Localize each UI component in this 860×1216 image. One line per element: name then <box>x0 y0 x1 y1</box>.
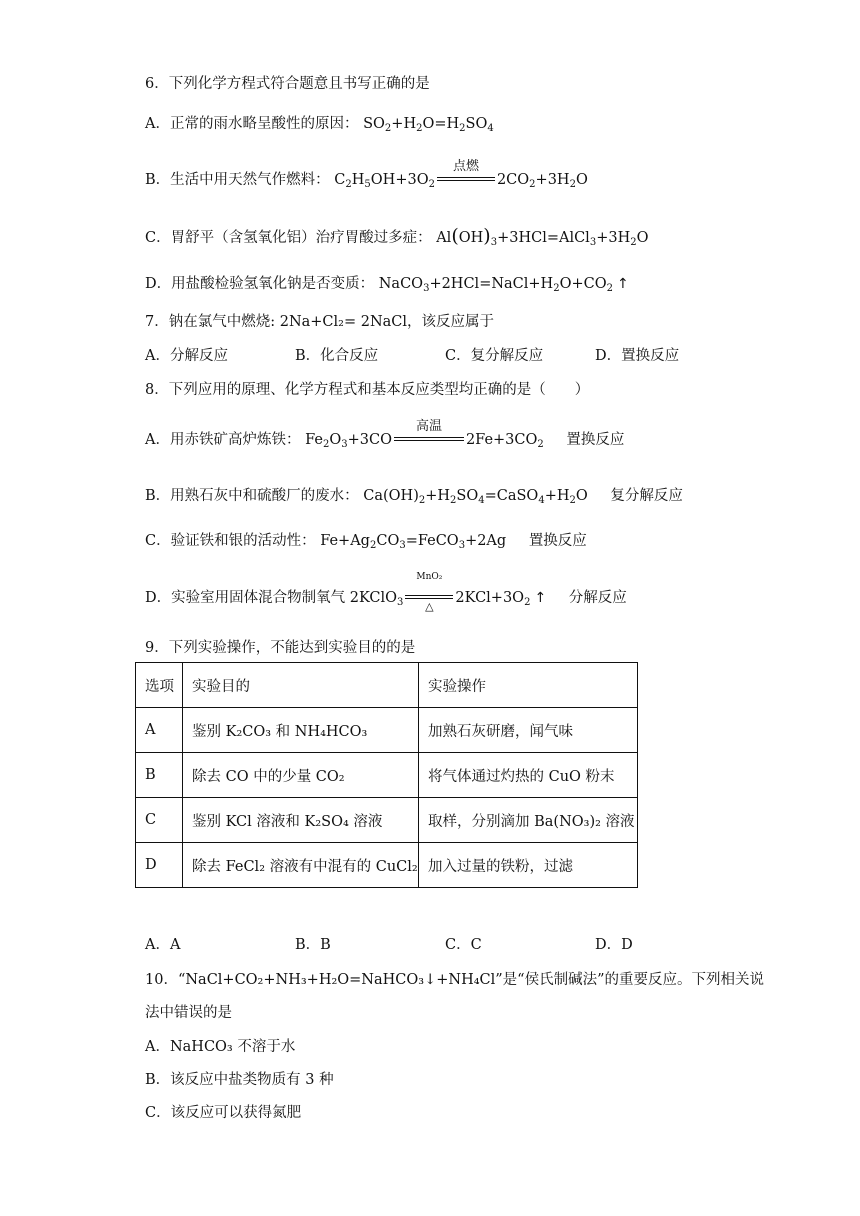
q7-stem: 7．钠在氯气中燃烧: 2Na+Cl₂= 2NaCl，该反应属于 <box>145 314 495 330</box>
q9-option-d: D．D <box>595 937 633 953</box>
q8-option-b-type: 复分解反应 <box>610 488 683 504</box>
table-cell: 加熟石灰研磨，闻气味 <box>419 708 638 753</box>
q6-option-c-text: C．胃舒平（含氢氧化铝）治疗胃酸过多症： <box>145 230 432 246</box>
table-cell: 加入过量的铁粉，过滤 <box>419 843 638 888</box>
q7-option-a: A．分解反应 <box>145 348 228 364</box>
q6-option-c <box>145 225 649 248</box>
q8-option-b-text: B．用熟石灰中和硫酸厂的废水： <box>145 488 359 504</box>
table-header-cell: 实验目的 <box>183 663 419 708</box>
q6-option-b <box>145 159 588 190</box>
q10-stem-line2: 法中错误的是 <box>145 1005 232 1021</box>
q8-option-b-equation: $Ca(OH)_2+H_2SO_4=CaSO_4+H_2O$ <box>363 488 588 506</box>
q8-option-d-equation: 2KClO$_3$ MnO₂ △ $2KCl+3O_2$ ↑ <box>349 572 547 613</box>
q8-option-c-text: C．验证铁和银的活动性： <box>145 533 316 549</box>
q8-stem: 8．下列应用的原理、化学方程式和基本反应类型均正确的是（ ） <box>145 382 590 398</box>
q9-option-c: C．C <box>445 937 482 953</box>
table-cell: B <box>136 753 183 798</box>
q6-option-b-text: B．生活中用天然气作燃料： <box>145 172 330 188</box>
table-cell: 取样，分别滴加 Ba(NO₃)₂ 溶液 <box>419 798 638 843</box>
q7-option-d: D．置换反应 <box>595 348 680 364</box>
q6-option-d <box>145 272 629 294</box>
q8-option-b <box>145 484 683 506</box>
q10-stem-line1: 10．“NaCl+CO₂+NH₃+H₂O=NaHCO₃↓+NH₄Cl”是“侯氏制碱法”的重要反应。下列相关说 <box>145 972 764 988</box>
table-cell: 除去 FeCl₂ 溶液有中混有的 CuCl₂ <box>183 843 419 888</box>
q7-option-b: B．化合反应 <box>295 348 379 364</box>
q8-option-a-equation: $Fe_2O_3+3CO$ 高温 $2Fe+3CO_2$ <box>305 432 544 448</box>
table-cell: 除去 CO 中的少量 CO₂ <box>183 753 419 798</box>
q8-option-a-type: 置换反应 <box>566 432 625 448</box>
q6-stem: 6．下列化学方程式符合题意且书写正确的是 <box>145 76 430 92</box>
table-header-row <box>136 663 638 708</box>
q10-option-c: C．该反应可以获得氮肥 <box>145 1105 302 1121</box>
q6-b-condition: 点燃 <box>452 159 479 174</box>
q9-stem: 9．下列实验操作，不能达到实验目的的是 <box>145 640 416 656</box>
q8-option-c <box>145 529 587 551</box>
q10-option-a: A．NaHCO₃ 不溶于水 <box>145 1039 296 1055</box>
q8-d-condition-bottom: △ <box>425 600 434 613</box>
q8-option-d-type: 分解反应 <box>568 590 627 606</box>
q8-option-a <box>145 419 625 450</box>
table-cell: C <box>136 798 183 843</box>
q8-a-condition: 高温 <box>415 419 442 434</box>
q6-option-a-text: A．正常的雨水略呈酸性的原因： <box>145 116 359 132</box>
q8-option-d-text: D．实验室用固体混合物制氧气 <box>145 590 346 606</box>
q7-option-c: C．复分解反应 <box>445 348 544 364</box>
q8-option-c-type: 置换反应 <box>528 533 587 549</box>
q8-d-condition-top: MnO₂ <box>416 572 443 582</box>
q6-option-d-equation: $NaCO_3+2HCl=NaCl+H_2O+CO_2$ ↑ <box>378 276 629 294</box>
table-cell: A <box>136 708 183 753</box>
q6-option-a <box>145 112 494 134</box>
table-cell: D <box>136 843 183 888</box>
q6-option-a-equation: $SO_2+H_2O=H_2SO_4$ <box>363 116 494 134</box>
table-row <box>136 753 638 798</box>
table-cell: 鉴别 KCl 溶液和 K₂SO₄ 溶液 <box>183 798 419 843</box>
table-row <box>136 843 638 888</box>
table-header-cell: 选项 <box>136 663 183 708</box>
q9-option-b: B．B <box>295 937 331 953</box>
q9-table <box>135 662 638 888</box>
table-cell: 鉴别 K₂CO₃ 和 NH₄HCO₃ <box>183 708 419 753</box>
table-row <box>136 798 638 843</box>
q6-option-c-equation: $Al(OH)_3+3HCl=AlCl_3+3H_2O$ <box>436 225 649 248</box>
q8-option-c-equation: $Fe+Ag_2CO_3=FeCO_3+2Ag$ <box>320 533 507 551</box>
q9-option-a: A．A <box>145 937 181 953</box>
table-row <box>136 708 638 753</box>
q6-option-d-text: D．用盐酸检验氢氧化钠是否变质： <box>145 276 375 292</box>
table-cell: 将气体通过灼热的 CuO 粉末 <box>419 753 638 798</box>
q6-option-b-equation: $C_2H_5OH+3O_2$ 点燃 $2CO_2+3H_2O$ <box>334 172 588 188</box>
q8-option-d <box>145 572 627 613</box>
table-header-cell: 实验操作 <box>419 663 638 708</box>
q10-option-b: B．该反应中盐类物质有 3 种 <box>145 1072 334 1088</box>
q8-option-a-text: A．用赤铁矿高炉炼铁： <box>145 432 301 448</box>
